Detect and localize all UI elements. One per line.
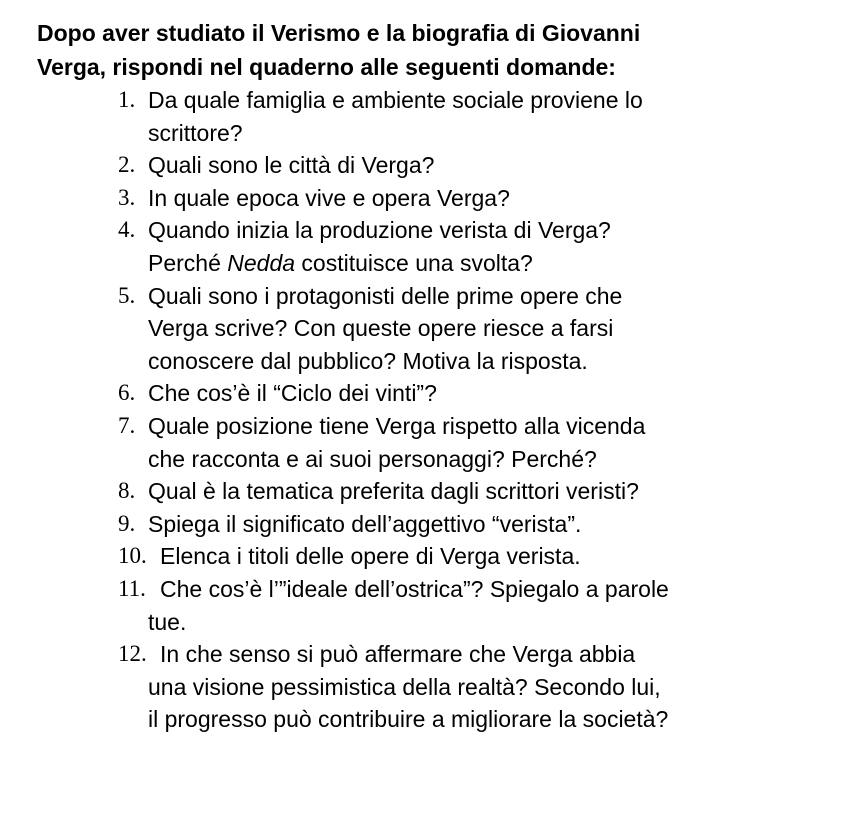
question-text: Che cos’è il “Ciclo dei vinti”? [148,380,437,407]
instructions-heading [37,16,837,84]
question-1 [118,84,838,149]
question-text-with-title [148,247,838,280]
question-number: 3. [118,184,136,210]
question-text: costituisce una svolta? [295,249,533,276]
heading-line-2: Verga, rispondi nel quaderno alle seguenti domande: [37,54,616,80]
question-number: 5. [118,282,136,308]
question-text: Qual è la tematica preferita dagli scrittori veristi? [148,478,639,505]
question-number: 10. [118,543,147,569]
question-list [118,84,838,736]
question-12 [118,638,838,736]
question-number: 2. [118,152,136,178]
question-text: Spiega il significato dell’aggettivo “verista”. [148,510,582,537]
question-text: una visione pessimistica della realtà? Secondo lui, [148,673,661,700]
heading-line-1: Dopo aver studiato il Verismo e la biografia di Giovanni [37,20,641,46]
question-number: 1. [118,87,136,112]
question-7 [118,410,838,475]
question-9 [118,508,838,541]
question-3 [118,182,838,215]
question-text: Quale posizione tiene Verga rispetto alla vicenda [148,412,646,439]
question-number: 4. [118,217,136,243]
question-text: Da quale famiglia e ambiente sociale proviene lo [148,87,643,113]
question-text: In quale epoca vive e opera Verga? [148,184,510,211]
question-text: Verga scrive? Con queste opere riesce a farsi [148,315,614,342]
question-text: Perché [148,249,228,276]
question-6 [118,377,838,410]
question-text: Elenca i titoli delle opere di Verga verista. [160,543,581,570]
question-11 [118,573,838,638]
question-text: scrittore? [148,119,243,146]
question-2 [118,149,838,182]
question-number: 7. [118,412,136,438]
question-number: 9. [118,510,136,536]
question-number: 12. [118,641,147,667]
question-10 [118,540,838,573]
question-text: Quando inizia la produzione verista di Verga? [148,217,611,244]
question-number: 8. [118,478,136,504]
question-text: conoscere dal pubblico? Motiva la risposta. [148,347,588,374]
question-text: Che cos’è l’”ideale dell’ostrica”? Spiegalo a parole [160,575,669,602]
question-4 [118,214,838,279]
work-title-nedda: Nedda [227,249,296,276]
question-5 [118,280,838,378]
question-number: 11. [118,575,146,601]
question-text: tue. [148,608,187,635]
question-text: Quali sono i protagonisti delle prime opere che [148,282,623,309]
question-text: Quali sono le città di Verga? [148,152,435,179]
question-number: 6. [118,380,136,406]
question-text: che racconta e ai suoi personaggi? Perché? [148,445,597,472]
question-text: In che senso si può affermare che Verga abbia [160,641,636,668]
question-text: il progresso può contribuire a migliorare la società? [148,706,669,733]
question-8 [118,475,838,508]
